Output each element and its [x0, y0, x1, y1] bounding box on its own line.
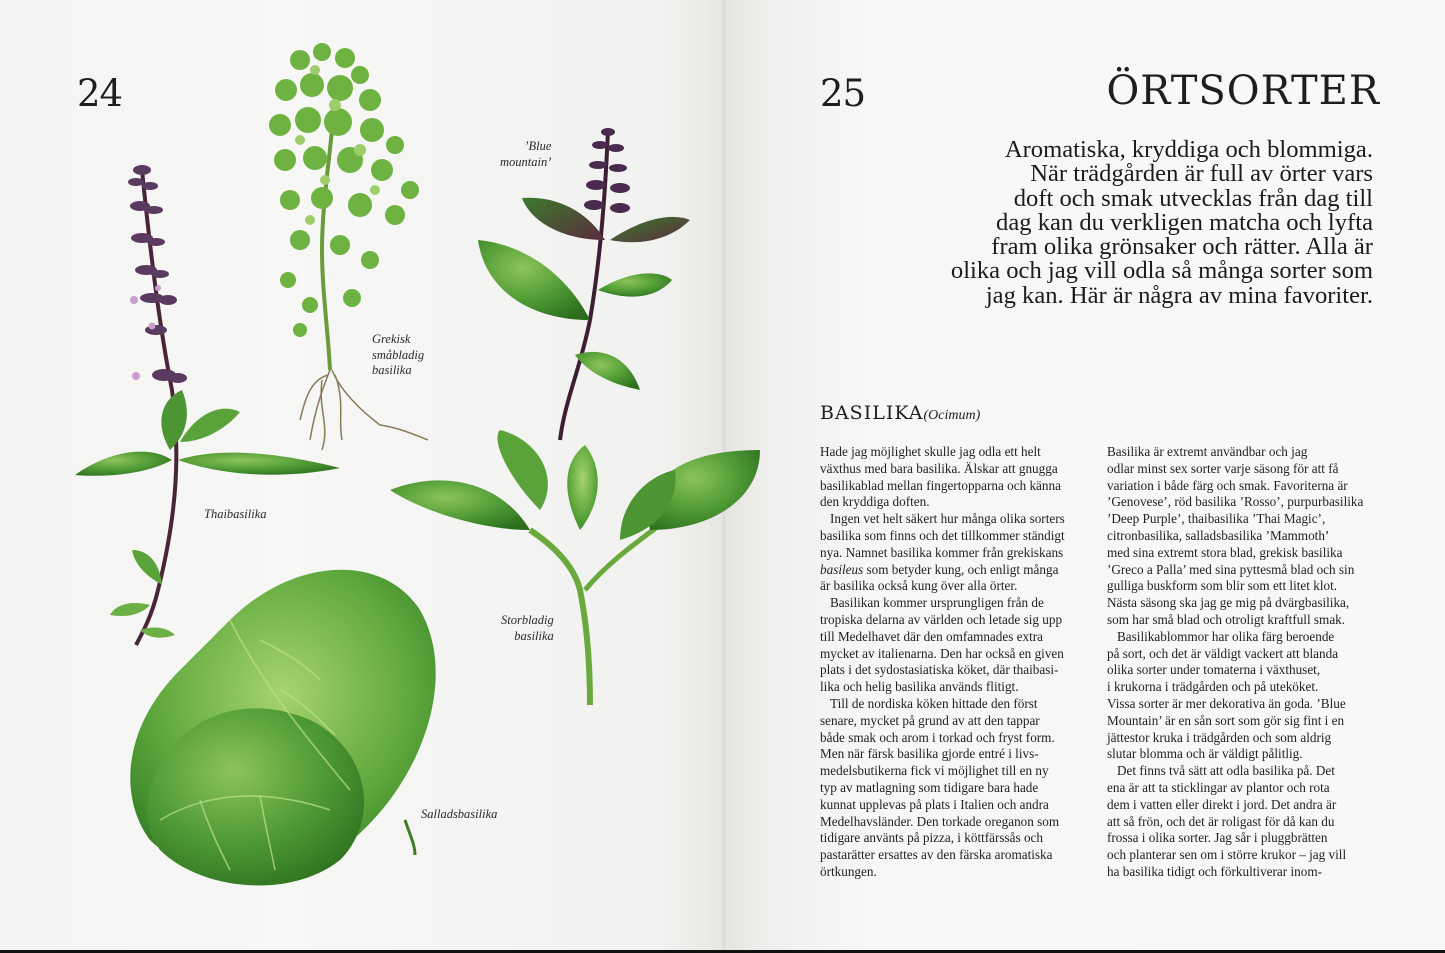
- body-line: plats i det sydostasiatiska köket, där thaibasi-: [820, 662, 1059, 678]
- body-line: till Medelhavet där den omfamnades extra: [820, 628, 1044, 644]
- body-line: Mountain’ är en sån sort som gör sig fint i en: [1107, 712, 1345, 728]
- caption-line: Grekisk: [372, 332, 411, 346]
- body-paragraph: [820, 511, 1092, 595]
- body-line: dem i vatten eller direkt i jord. Det andra är: [1107, 796, 1337, 812]
- body-line: Nästa säsong ska jag ge mig på dvärgbasilika,: [1107, 595, 1350, 611]
- body-line: Basilikan kommer ursprungligen från de: [830, 595, 1044, 611]
- body-line: Medelhavsländer. Den torkade oreganon som: [820, 813, 1060, 829]
- section-title: ÖRTSORTER: [1106, 68, 1380, 114]
- body-line: tidigare använts på pizza, i köttfärssås och: [820, 830, 1044, 846]
- caption-line: basilika: [372, 363, 412, 377]
- body-line: odlar minst sex sorter varje säsong för att få: [1107, 460, 1339, 476]
- body-line: är basilika också kung över alla örter.: [820, 578, 1018, 594]
- body-line: ’Deep Purple’, thaibasilika ’Thai Magic’,: [1107, 511, 1326, 527]
- article-heading: [820, 404, 980, 423]
- body-line: medelsbutikerna fick vi möjlighet till en ny: [820, 763, 1049, 779]
- intro-line: När trädgården är full av örter vars: [1030, 160, 1373, 188]
- body-line: med sina extremt stora blad, grekisk basilika: [1107, 544, 1343, 560]
- body-line: Basilika är extremt användbar och jag: [1107, 444, 1308, 459]
- body-line: som har små blad och otroligt kraftfull smak.: [1107, 611, 1346, 627]
- body-line: gulliga buskform som blir som ett litet klot.: [1107, 578, 1338, 594]
- text-column-1: [820, 444, 1092, 881]
- intro-line: doft och smak utvecklas från dag till: [1013, 184, 1373, 212]
- body-line: citronbasilika, salladsbasilika ’Mammoth’: [1107, 527, 1330, 543]
- body-line: att så frön, och det är roligast för då kan du: [1107, 813, 1335, 829]
- body-line: kunnat upplevas på plats i Italien och andra: [820, 796, 1049, 812]
- heading-name: BASILIKA: [820, 402, 924, 424]
- body-line: senare, mycket på grund av att den tappar: [820, 712, 1040, 728]
- intro-line: dag kan du verkligen matcha och lyfta: [996, 208, 1373, 236]
- body-line: ’Greco a Palla’ med sina pyttesmå blad och sin: [1107, 561, 1355, 577]
- caption-line: Salladsbasilika: [421, 807, 498, 821]
- caption-line: basilika: [514, 628, 554, 643]
- body-paragraph: [820, 696, 1092, 881]
- body-paragraph: [1107, 629, 1372, 763]
- caption-line: småbladig: [372, 347, 425, 362]
- body-line: Basilikablommor har olika färg beroende: [1117, 628, 1335, 644]
- intro-line: Aromatiska, kryddiga och blommiga.: [1004, 136, 1373, 163]
- lettuce-basil-plant: [130, 570, 435, 886]
- body-line: variation i både färg och smak. Favoriterna är: [1107, 477, 1348, 493]
- body-line: mycket av italienarna. Den har också en given: [820, 645, 1064, 661]
- caption-lettuce-basil: [421, 807, 497, 823]
- body-line: lika och helig basilika används flitigt.: [820, 679, 1019, 695]
- body-paragraph: [820, 444, 1092, 511]
- body-paragraph: [1107, 763, 1372, 881]
- caption-thai-basil: [204, 507, 267, 523]
- body-line: örtkungen.: [820, 863, 877, 879]
- body-paragraph: [820, 595, 1092, 696]
- intro-paragraph: [905, 138, 1373, 308]
- body-paragraph: [1107, 444, 1372, 629]
- body-line: på sort, och det är väldigt vackert att blanda: [1107, 645, 1339, 661]
- body-line: både smak och arom i torkad och fryst form.: [820, 729, 1055, 745]
- body-line: växthus med bara basilika. Älskar att gnugga: [820, 460, 1058, 476]
- blue-mountain-plant: [478, 128, 690, 440]
- caption-line: mountain’: [500, 154, 552, 169]
- body-line: nya. Namnet basilika kommer från grekiskans: [820, 544, 1064, 560]
- heading-latin: (Ocimum): [923, 408, 981, 423]
- body-line: den kryddiga doften.: [820, 494, 930, 510]
- body-line: Men när färsk basilika gjorde entré i livs-: [820, 746, 1039, 762]
- body-line: ena är att ta sticklingar av plantor och rota: [1107, 779, 1330, 795]
- body-line: olika sorter under tomaterna i växthuset,: [1107, 662, 1321, 678]
- page-number-left: 24: [77, 72, 123, 115]
- intro-line: olika och jag vill odla så många sorter som: [950, 257, 1373, 285]
- herb-illustration: [60, 30, 820, 910]
- latin-word: basileus: [820, 561, 864, 577]
- caption-line: Thaibasilika: [204, 507, 267, 521]
- body-line: ’Genovese’, röd basilika ’Rosso’, purpurbasilika: [1107, 494, 1364, 510]
- body-line: i krukorna i trädgården och på uteköket.: [1107, 679, 1319, 695]
- intro-line: fram olika grönsaker och rätter. Alla är: [991, 233, 1373, 261]
- intro-line: jag kan. Här är några av mina favoriter.: [985, 281, 1373, 309]
- greek-basil-plant: [269, 43, 428, 450]
- body-line: Hade jag möjlighet skulle jag odla ett helt: [820, 444, 1041, 459]
- caption-line: ’Blue: [524, 139, 552, 153]
- caption-greek-basil: [372, 332, 424, 379]
- body-line: Till de nordiska köken hittade den först: [830, 695, 1038, 711]
- body-line: Ingen vet helt säkert hur många olika sorters: [830, 511, 1065, 527]
- body-line: basileus som betyder kung, och enligt många: [820, 561, 1059, 577]
- body-line: slutar blomma och är väldigt pålitlig.: [1107, 746, 1303, 762]
- caption-line: Storbladig: [501, 613, 554, 627]
- body-line: tropiska delarna av världen och letade sig upp: [820, 611, 1063, 627]
- body-line: basilikablad mellan fingertopparna och känna: [820, 477, 1061, 493]
- caption-large-leaf-basil: [501, 613, 554, 644]
- body-line: Vissa sorter är mer dekorativa än goda. ’Blue: [1107, 695, 1346, 711]
- large-leaf-basil-plant: [390, 430, 760, 705]
- body-line: och planterar sen om i större krukor – jag vill: [1107, 847, 1347, 863]
- body-line: pastarätter ersattes av den färska aromatiska: [820, 847, 1053, 863]
- body-line: Det finns två sätt att odla basilika på. Det: [1117, 763, 1335, 779]
- body-line: ha basilika tidigt och förkultiverar inom-: [1107, 863, 1322, 879]
- body-line: jättestor kruka i trädgården och som aldrig: [1107, 729, 1332, 745]
- body-line: frossa i olika sorter. Jag sår i pluggbrätten: [1107, 830, 1328, 846]
- caption-blue-mountain: [500, 139, 551, 170]
- body-line: basilika som finns och det tillkommer ständigt: [820, 527, 1065, 543]
- body-line: typ av matlagning som tidigare bara hade: [820, 779, 1039, 795]
- text-column-2: [1107, 444, 1372, 881]
- page-number-right: 25: [820, 72, 866, 115]
